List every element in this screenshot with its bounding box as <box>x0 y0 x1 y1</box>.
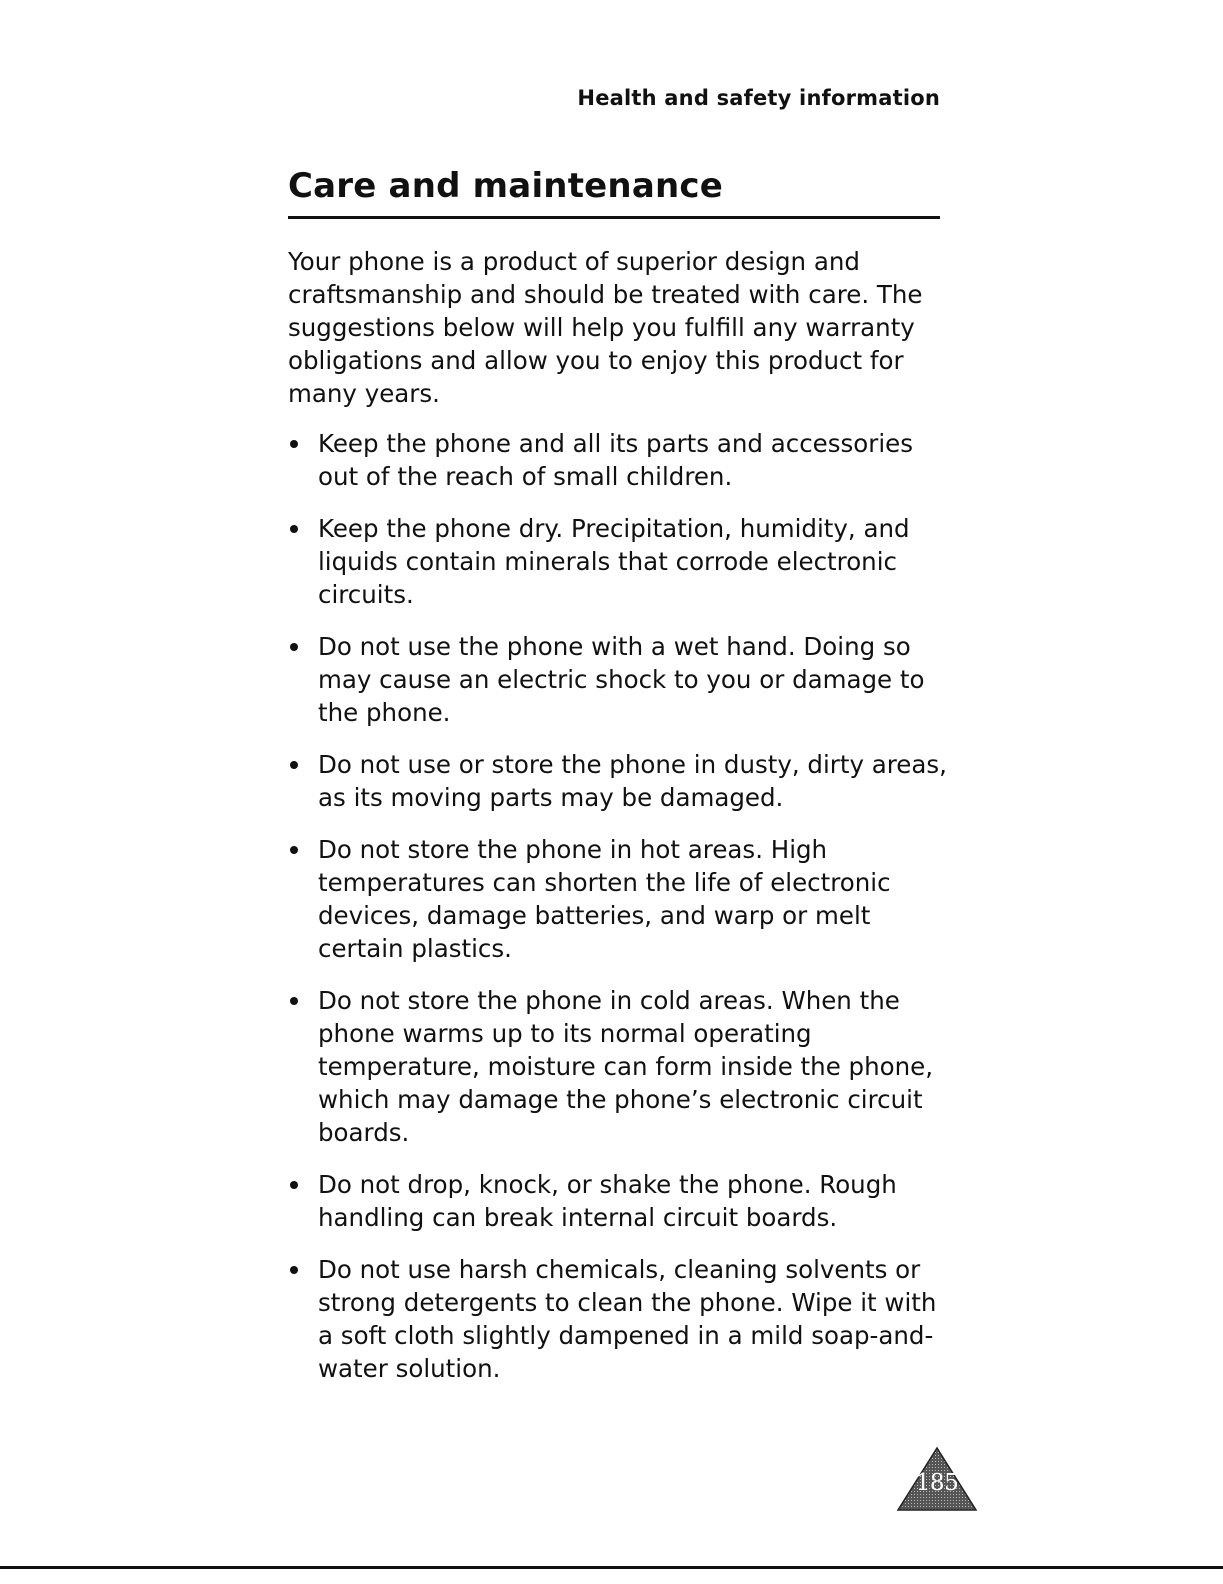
bullet-item <box>288 630 948 729</box>
care-bullet-list <box>288 427 948 1404</box>
bullet-icon <box>290 525 298 533</box>
title-underline <box>288 216 940 219</box>
bullet-icon <box>290 440 298 448</box>
page-number: 185 <box>915 1470 959 1496</box>
bullet-text: Do not use harsh chemicals, cleaning solvents or strong detergents to clean the phone. Wipe it with a soft cloth slightly dampened in a mild soap-and-water solution. <box>318 1255 937 1383</box>
bullet-item <box>288 512 948 611</box>
bullet-text: Do not store the phone in hot areas. High temperatures can shorten the life of electronic devices, damage batteries, and warp or melt certain plastics. <box>318 835 891 963</box>
bullet-item <box>288 833 948 965</box>
bullet-text: Keep the phone and all its parts and accessories out of the reach of small children. <box>318 429 913 491</box>
bullet-item <box>288 1168 948 1234</box>
bullet-text: Do not store the phone in cold areas. When the phone warms up to its normal operating temperature, moisture can form inside the phone, which may damage the phone’s electronic circuit boards. <box>318 986 934 1147</box>
intro-paragraph: Your phone is a product of superior design and craftsmanship and should be treated with care. The suggestions below will help you fulfill any warranty obligations and allow you to enjoy this product for many years. <box>288 247 923 408</box>
running-header: Health and safety information <box>577 86 940 110</box>
bullet-text: Do not use or store the phone in dusty, dirty areas, as its moving parts may be damaged. <box>318 750 947 812</box>
bullet-item <box>288 427 948 493</box>
bullet-text: Do not drop, knock, or shake the phone. Rough handling can break internal circuit boards. <box>318 1170 897 1232</box>
bullet-icon <box>290 643 298 651</box>
bullet-icon <box>290 846 298 854</box>
bullet-icon <box>290 1181 298 1189</box>
bullet-icon <box>290 1266 298 1274</box>
bottom-rule <box>0 1566 1223 1569</box>
bullet-item <box>288 1253 948 1385</box>
section-title: Care and maintenance <box>288 166 723 206</box>
bullet-text: Do not use the phone with a wet hand. Doing so may cause an electric shock to you or damage to the phone. <box>318 632 925 727</box>
bullet-item <box>288 984 948 1149</box>
bullet-icon <box>290 997 298 1005</box>
page-number-badge <box>896 1446 978 1512</box>
bullet-text: Keep the phone dry. Precipitation, humidity, and liquids contain minerals that corrode electronic circuits. <box>318 514 910 609</box>
bullet-icon <box>290 761 298 769</box>
bullet-item <box>288 748 948 814</box>
